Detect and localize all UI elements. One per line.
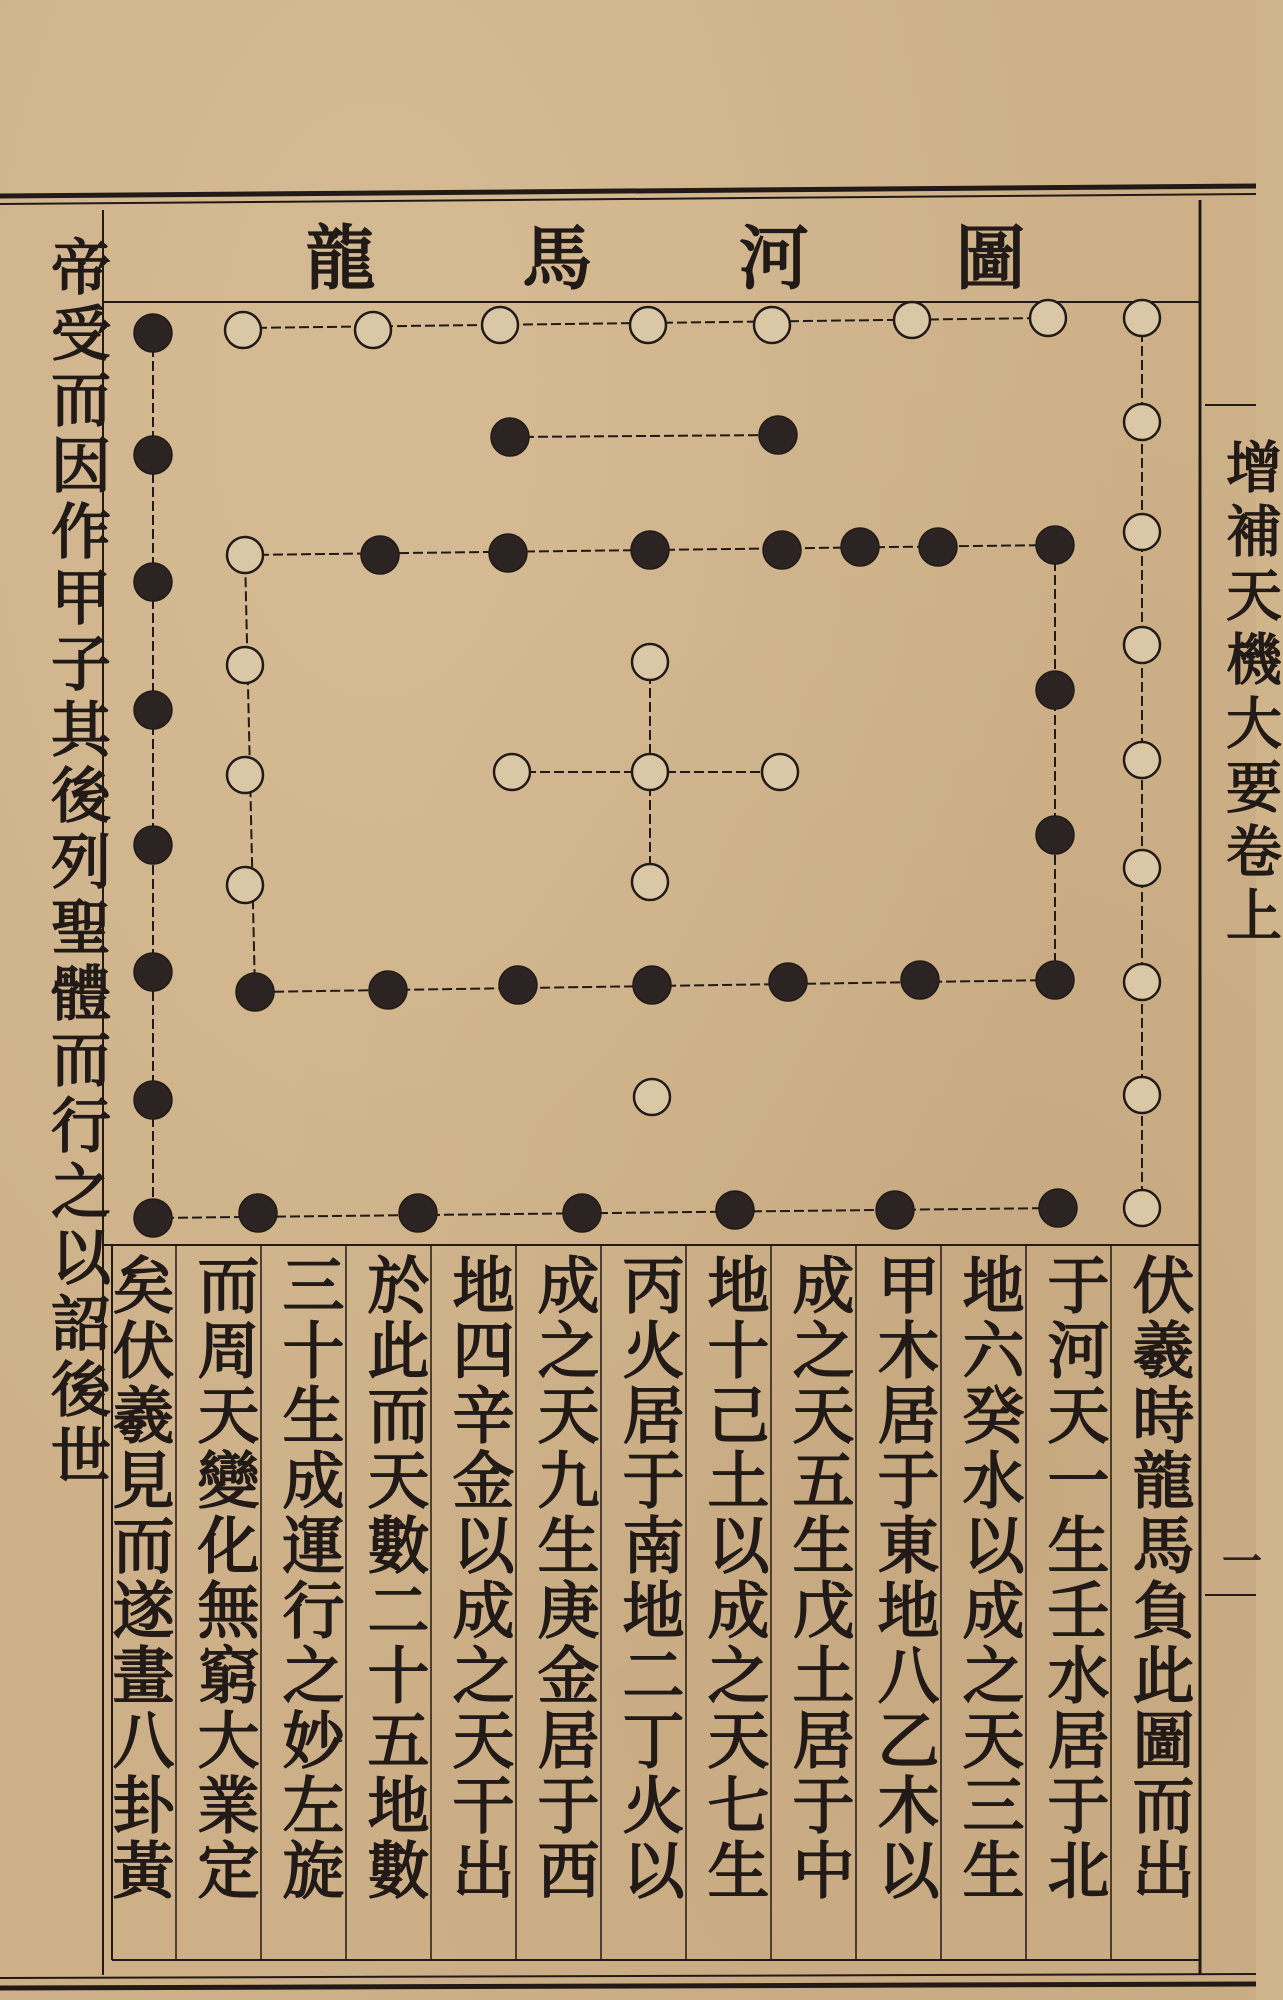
yang-white-dot [632,644,668,680]
yang-white-dot [355,312,391,348]
yin-black-dot [876,1191,914,1229]
yang-white-dot [1124,627,1160,663]
yang-white-dot [482,307,518,343]
yang-white-dot [632,864,668,900]
yang-white-dot [1124,964,1160,1000]
yang-white-dot [1124,514,1160,550]
yang-white-dot [1124,1190,1160,1226]
yin-black-dot [919,528,957,566]
text-column: 矣伏羲見而遂畫八卦黃 [102,1253,175,1903]
yang-white-dot [762,754,798,790]
yang-white-dot [227,537,263,573]
yin-black-dot [563,1194,601,1232]
yang-white-dot [630,307,666,343]
yang-white-dot [1124,404,1160,440]
title-char: 馬 [510,221,594,293]
yang-white-dot [1030,300,1066,336]
yin-black-dot [369,971,407,1009]
title-char: 河 [727,221,811,293]
yin-black-dot [716,1191,754,1229]
yang-white-dot [1124,1077,1160,1113]
yang-white-dot [634,1079,670,1115]
yang-white-dot [494,754,530,790]
text-column: 成之天五生戊土居于中 [782,1253,855,1903]
text-column: 地四辛金以成之天干出 [442,1253,515,1903]
yang-white-dot [1124,742,1160,778]
yang-white-dot [227,757,263,793]
yin-black-dot [134,1199,172,1237]
text-column: 而周天變化無窮大業定 [187,1253,260,1903]
yin-black-dot [134,691,172,729]
left-margin-column: 帝受而因作甲子其後列聖體而行之以詔後世 [41,236,111,1490]
text-column: 成之天九生庚金居于西 [527,1253,600,1903]
connector-line [153,333,1060,1218]
yang-white-dot [225,312,261,348]
yin-black-dot [1036,961,1074,999]
yang-white-dot [227,867,263,903]
yin-black-dot [1036,671,1074,709]
yin-black-dot [134,1081,172,1119]
running-head: 增補天機大要卷上 [1217,438,1283,950]
yang-white-dot [1124,850,1160,886]
yin-black-dot [1039,1189,1077,1227]
diagram-title [294,212,1027,302]
yin-black-dot [491,418,529,456]
yin-black-dot [399,1194,437,1232]
yin-black-dot [1036,526,1074,564]
yin-black-dot [759,416,797,454]
yin-black-dot [134,436,172,474]
yin-black-dot [134,826,172,864]
yang-white-dot [632,754,668,790]
yin-black-dot [134,953,172,991]
yin-black-dot [499,966,537,1004]
yin-black-dot [489,534,527,572]
yang-white-dot [1124,300,1160,336]
text-column: 伏羲時龍馬負此圖而出 [1122,1253,1195,1903]
yin-black-dot [841,528,879,566]
text-column: 三十生成運行之妙左旋 [272,1253,345,1903]
yin-black-dot [134,563,172,601]
text-column: 丙火居于南地二丁火以 [612,1253,685,1903]
title-char: 龍 [294,221,377,293]
yang-white-dot [227,647,263,683]
yang-white-dot [894,302,930,338]
yin-black-dot [134,314,172,352]
text-column: 于河天一生壬水居于北 [1037,1253,1110,1903]
yin-black-dot [361,536,399,574]
yin-black-dot [633,966,671,1004]
text-column: 地六癸水以成之天三生 [952,1253,1025,1903]
yang-white-dot [754,307,790,343]
yin-black-dot [239,1194,277,1232]
title-char: 圖 [943,221,1027,293]
yin-black-dot [631,531,669,569]
yin-black-dot [901,961,939,999]
yin-black-dot [769,963,807,1001]
yin-black-dot [763,531,801,569]
page-number: 一 [1222,1538,1262,1585]
yin-black-dot [236,973,274,1011]
text-column: 甲木居于東地八乙木以 [867,1253,940,1903]
connector-line [510,435,778,437]
text-column: 地十己土以成之天七生 [697,1253,770,1903]
yin-black-dot [1036,816,1074,854]
text-column: 於此而天數二十五地數 [357,1253,430,1903]
